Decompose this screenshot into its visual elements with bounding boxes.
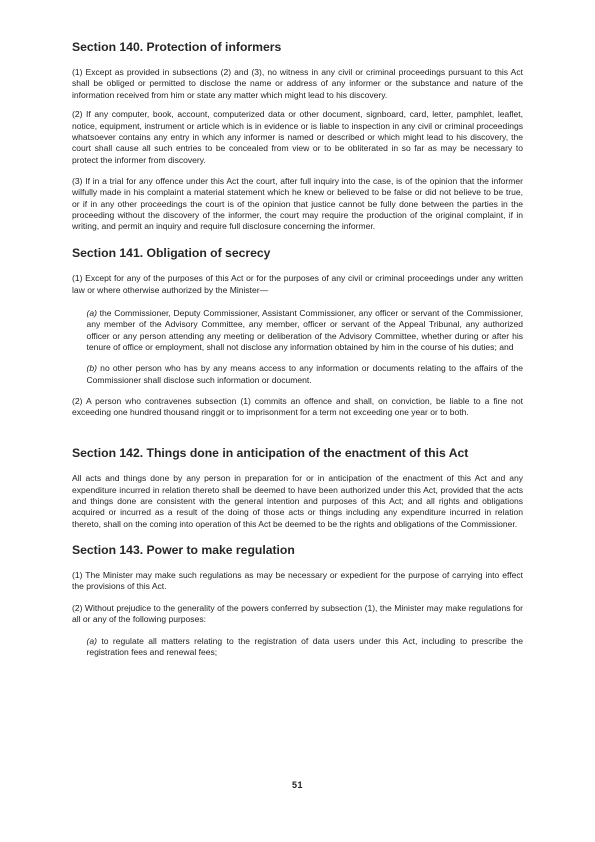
section-140-para-3: (3) If in a trial for any offence under this Act the court, after full inquiry into the case, is of the opinion that the informer wilfully made in his complaint a material statement which he knew or believed to be false or did not believe to be true, or if in any other proceedings the court is of the opinion that justice cannot be fully done between the parties in the proceeding without the discovery of the informer, the court may require the production of the original complaint, if in writing, and permit an inquiry and require full disclosure concerning the informer. — [72, 175, 523, 232]
item-text: to regulate all matters relating to the registration of data users under this Act, including to prescribe the registration fees and renewal fees; — [86, 636, 523, 658]
page-number: 51 — [291, 780, 303, 790]
item-label: (a) — [86, 636, 97, 647]
item-text: the Commissioner, Deputy Commissioner, Assistant Commissioner, any officer or servant of the Commissioner, any member of the Advisory Committee, any member, officer or servant of the Appeal Tribunal, any authorized officer or any person attending any meeting or deliberation of the Advisory Committee, whether during or after his tenure of office or employment, shall not disclose any information obtained by him in the course of his duties; and — [86, 308, 523, 352]
section-141-intro: (1) Except for any of the purposes of this Act or for the purposes of any civil or criminal proceedings under any written law or where otherwise authorized by the Minister— — [72, 273, 523, 295]
document-page — [72, 40, 523, 667]
section-143-para-2: (2) Without prejudice to the generality of the powers conferred by subsection (1), the Minister may make regulations for all or any of the following purposes: — [72, 602, 523, 624]
section-142-para-1: All acts and things done by any person in preparation for or in anticipation of the enactment of this Act and any expenditure incurred in relation thereto shall be deemed to have been authorized under this Act, provided that the acts and things done are consistent with the general intention and purposes of this Act; and all rights and obligations acquired or incurred as a result of the doing of those acts or things including any expenditure incurred in relation thereto, shall on the coming into operation of this Act be deemed to be the rights and obligations of the Commissioner. — [72, 473, 523, 529]
section-141-item-b — [87, 363, 524, 386]
section-140-title: Section 140. Protection of informers — [72, 40, 282, 54]
section-140-para-1: (1) Except as provided in subsections (2) and (3), no witness in any civil or criminal proceedings pursuant to this Act shall be obliged or permitted to disclose the name or address of any informer or the substance and nature of the information received from him or state any matter which might lead to his discovery. — [72, 67, 523, 100]
section-140-para-2: (2) If any computer, book, account, computerized data or other document, signboard, card, letter, pamphlet, leaflet, notice, equipment, instrument or article which is in evidence or is liable to inspection in any civil or criminal proceedings whatsoever contains any entry in which any informer is named or described or which might lead to his discovery, the court shall cause all such entries to be concealed from view or to be obliterated in so far as may be necessary to protect the informer from discovery. — [72, 109, 523, 165]
item-label: (a) — [86, 308, 97, 319]
item-label: (b) — [86, 363, 97, 374]
section-143-item-a — [87, 636, 524, 659]
section-143-para-1: (1) The Minister may make such regulations as may be necessary or expedient for the purpose of carrying into effect the provisions of this Act. — [72, 569, 523, 592]
section-141-para-2: (2) A person who contravenes subsection (1) commits an offence and shall, on conviction, be liable to a fine not exceeding one hundred thousand ringgit or to imprisonment for a term not exceeding one year or to both. — [72, 395, 523, 418]
section-141-title: Section 141. Obligation of secrecy — [72, 246, 271, 261]
section-143-title: Section 143. Power to make regulation — [72, 542, 295, 557]
section-142-title: Section 142. Things done in anticipation of the enactment of this Act — [72, 446, 469, 461]
item-text: no other person who has by any means access to any information or documents relating to the affairs of the Commissioner shall disclose such information or document. — [86, 363, 523, 385]
section-141-item-a — [87, 308, 524, 353]
